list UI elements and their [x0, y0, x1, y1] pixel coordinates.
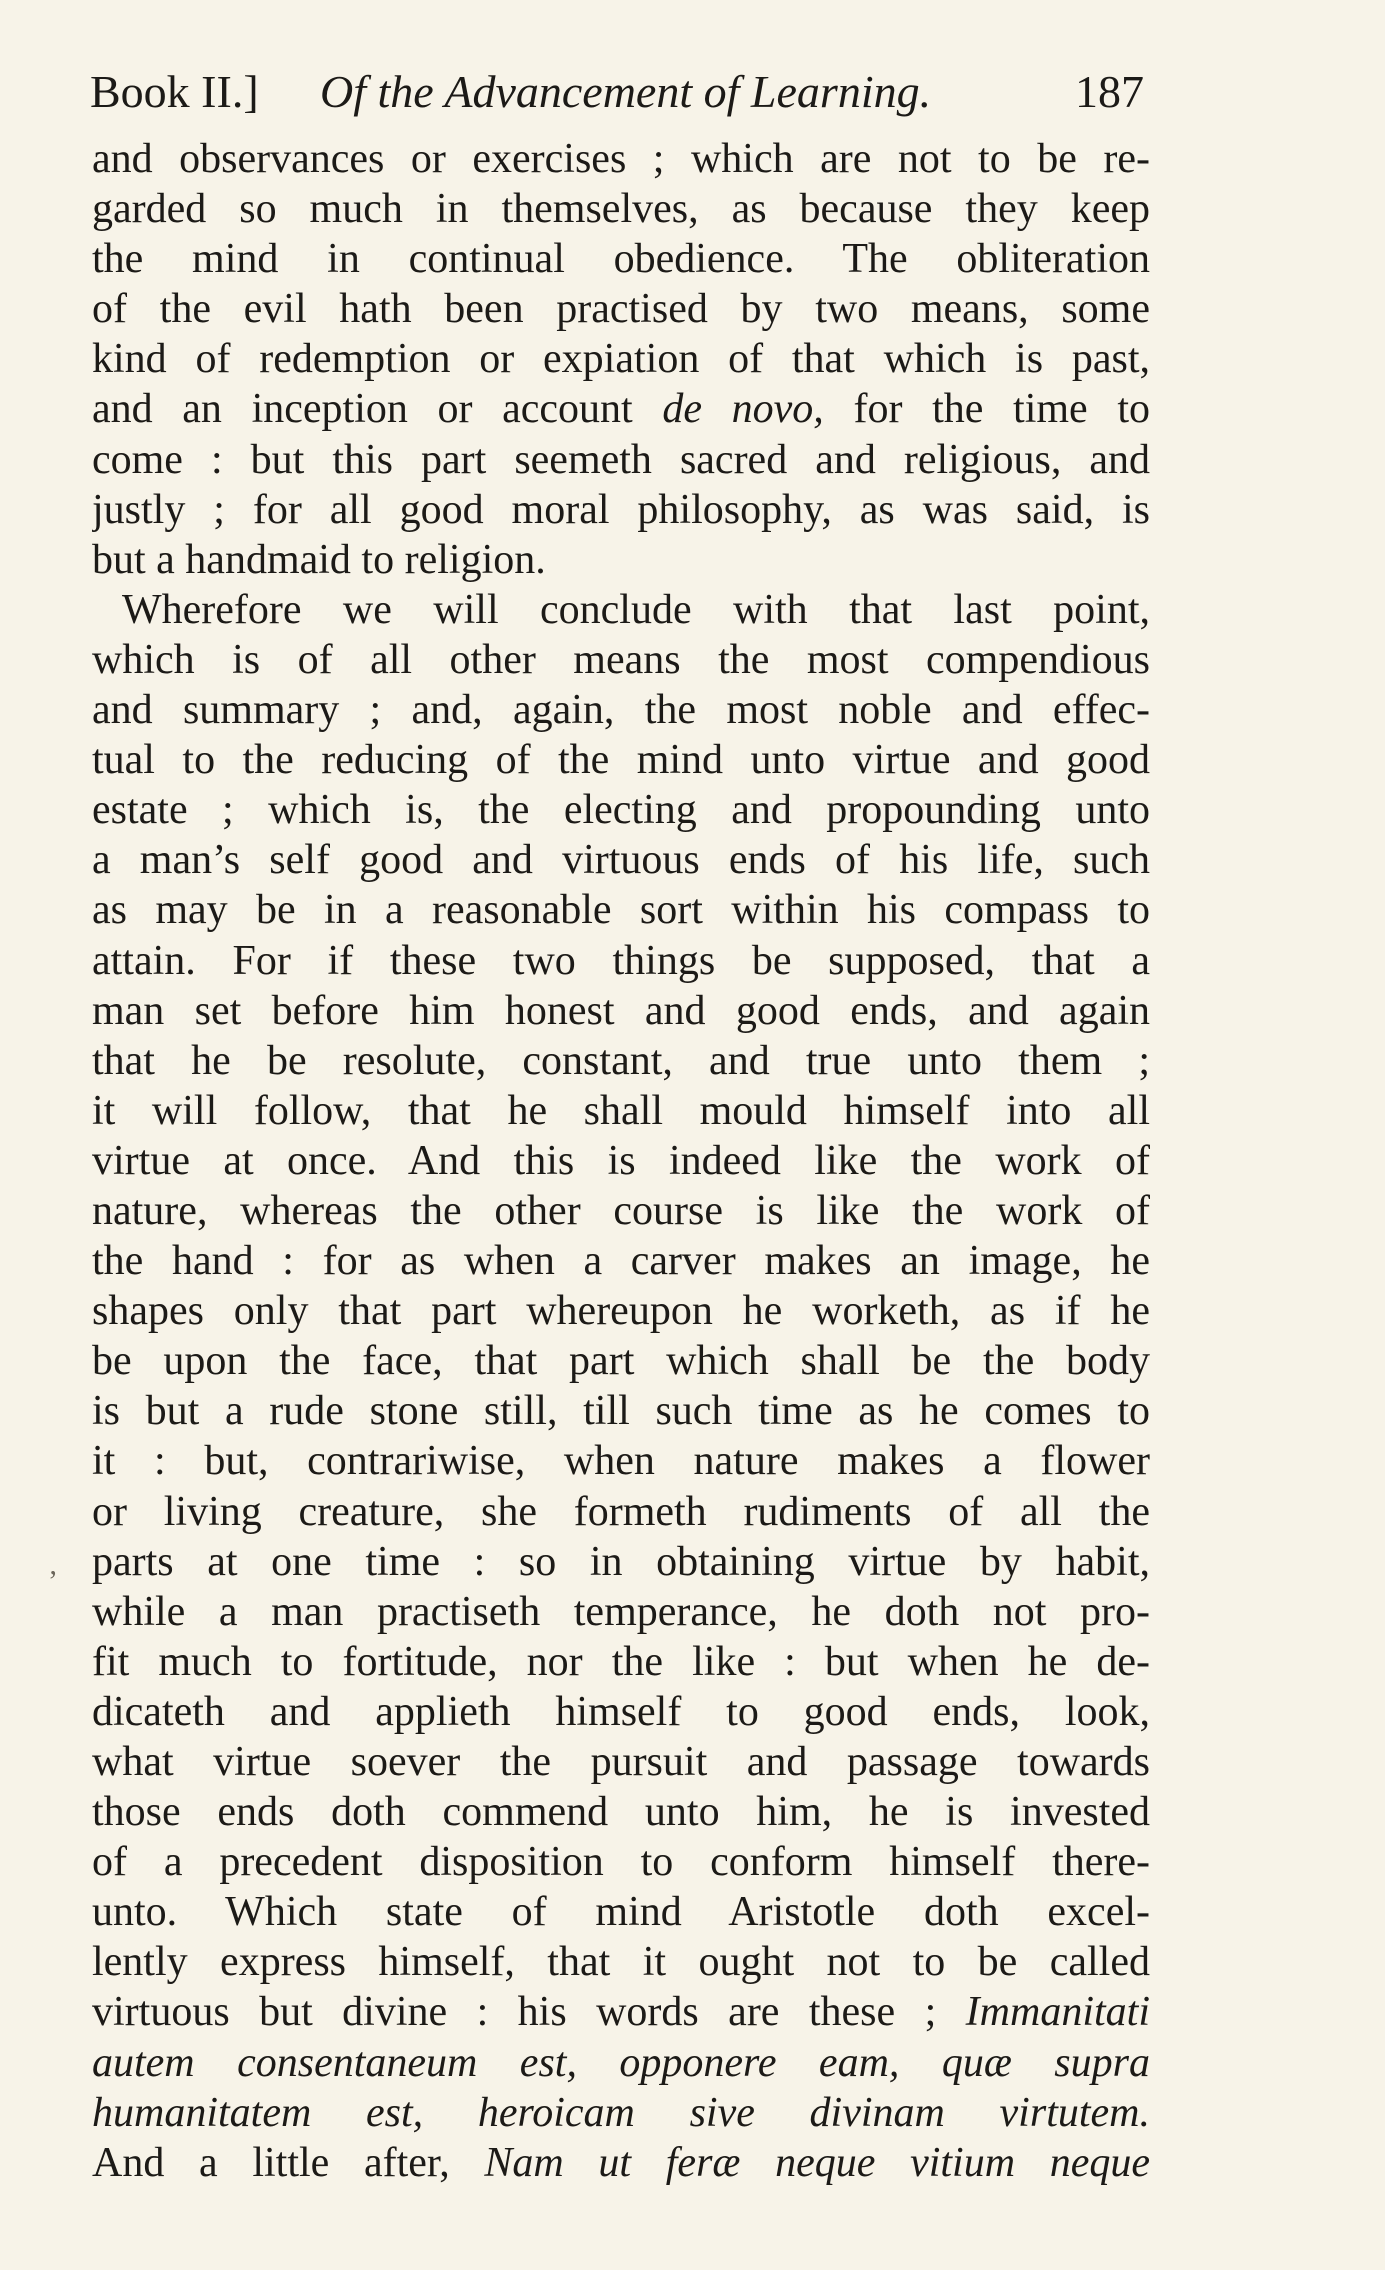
text-line: of a precedent disposition to conform himself there- — [92, 1839, 1150, 1886]
text-line: it will follow, that he shall mould himself into all — [92, 1087, 1150, 1134]
text-line: shapes only that part whereupon he worketh, as if he — [92, 1288, 1150, 1335]
text-line: while a man practiseth temperance, he doth not pro- — [92, 1588, 1150, 1635]
text-line: man set before him honest and good ends, and again — [92, 987, 1150, 1034]
text-line: garded so much in themselves, as because they keep — [92, 186, 1150, 233]
text-line: those ends doth commend unto him, he is invested — [92, 1789, 1150, 1836]
text-line: of the evil hath been practised by two means, some — [92, 286, 1150, 333]
text-line: kind of redemption or expiation of that which is past, — [92, 336, 1150, 383]
text-line: dicateth and applieth himself to good ends, look, — [92, 1688, 1150, 1735]
text-line: lently express himself, that it ought not to be called — [92, 1939, 1150, 1986]
text-line: fit much to fortitude, nor the like : but when he de- — [92, 1638, 1150, 1685]
text-line: justly ; for all good moral philosophy, as was said, is — [92, 486, 1150, 533]
text-line: a man’s self good and virtuous ends of his life, such — [92, 837, 1150, 884]
text-line: and observances or exercises ; which are not to be re- — [92, 136, 1150, 182]
body-text — [92, 134, 1150, 2188]
text-line: virtue at once. And this is indeed like the work of — [92, 1137, 1150, 1184]
text-line: it : but, contrariwise, when nature makes a flower — [92, 1438, 1150, 1485]
running-head — [90, 58, 1144, 126]
text-line: humanitatem est, heroicam sive divinam virtutem. — [92, 2089, 1150, 2136]
text-line: virtuous but divine : his words are these ; Immanitati — [92, 1989, 1150, 2036]
page-number: 187 — [1075, 66, 1144, 117]
text-line: but a handmaid to religion. — [92, 536, 546, 583]
text-line: unto. Which state of mind Aristotle doth excel- — [92, 1889, 1150, 1936]
text-line: the mind in continual obedience. The obliteration — [92, 236, 1150, 283]
text-line: or living creature, she formeth rudiments of all the — [92, 1488, 1150, 1535]
text-line: and an inception or account de novo, for the time to — [92, 386, 1150, 433]
text-line: Wherefore we will conclude with that last point, — [122, 586, 1150, 633]
text-line: parts at one time : so in obtaining virtue by habit, — [92, 1538, 1150, 1585]
text-line: estate ; which is, the electing and propounding unto — [92, 787, 1150, 834]
text-line: the hand : for as when a carver makes an image, he — [92, 1238, 1150, 1285]
book-label: Book II.] — [90, 66, 259, 117]
text-line: which is of all other means the most compendious — [92, 636, 1150, 683]
text-line: is but a rude stone still, till such time as he comes to — [92, 1388, 1150, 1435]
text-line: nature, whereas the other course is like the work of — [92, 1187, 1150, 1234]
text-line: attain. For if these two things be supposed, that a — [92, 937, 1150, 984]
text-line: be upon the face, that part which shall be the body — [92, 1338, 1150, 1385]
margin-mark: ‚ — [48, 1548, 58, 1581]
text-line: what virtue soever the pursuit and passage towards — [92, 1739, 1150, 1785]
text-line: tual to the reducing of the mind unto virtue and good — [92, 737, 1150, 784]
text-line: that he be resolute, constant, and true unto them ; — [92, 1037, 1150, 1084]
text-line: and summary ; and, again, the most noble and effec- — [92, 687, 1150, 734]
running-title: Of the Advancement of Learning. — [320, 66, 932, 117]
text-line: And a little after, Nam ut feræ neque vitium neque — [92, 2139, 1150, 2186]
text-line: come : but this part seemeth sacred and religious, and — [92, 436, 1150, 483]
text-line: as may be in a reasonable sort within his compass to — [92, 887, 1150, 934]
text-line: autem consentaneum est, opponere eam, quæ supra — [92, 2039, 1150, 2086]
